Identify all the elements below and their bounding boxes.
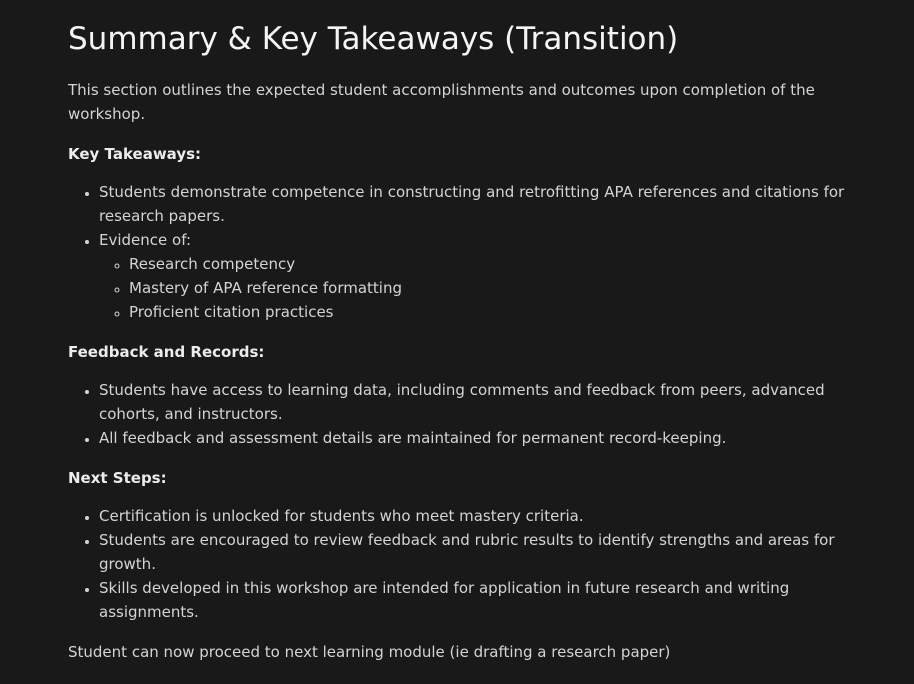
page-title: Summary & Key Takeaways (Transition) [68,21,679,57]
list-item-text: Students are encouraged to review feedback and rubric results to identify strengths and areas for growth. [99,531,835,573]
list-item-text: Certification is unlocked for students who meet mastery criteria. [99,507,584,525]
list-item-text: Evidence of: [99,231,191,249]
list-item [99,180,870,228]
list-item [129,276,870,300]
list-item [99,576,870,624]
feedback-records-list [68,378,870,450]
next-steps-list [68,504,870,624]
list-item [99,378,870,426]
list-item-text: Mastery of APA reference formatting [129,279,402,297]
list-item-text: Students have access to learning data, including comments and feedback from peers, advanced cohorts, and instructors. [99,381,825,423]
key-takeaways-list [68,180,870,324]
intro-paragraph: This section outlines the expected student accomplishments and outcomes upon completion of the workshop. [68,81,815,123]
list-item-text: All feedback and assessment details are maintained for permanent record-keeping. [99,429,727,447]
closing-paragraph: Student can now proceed to next learning module (ie drafting a research paper) [68,643,671,661]
list-item [99,228,870,324]
list-item-text: Research competency [129,255,296,273]
list-item-text: Skills developed in this workshop are intended for application in future research and writing assignments. [99,579,790,621]
list-item [99,528,870,576]
list-item-text: Proficient citation practices [129,303,334,321]
evidence-sublist [99,252,870,324]
list-item [129,300,870,324]
list-item-text: Students demonstrate competence in constructing and retrofitting APA references and citations for research papers. [99,183,845,225]
section-heading-feedback-and-records: Feedback and Records: [68,343,265,361]
section-heading-next-steps: Next Steps: [68,469,167,487]
list-item [129,252,870,276]
list-item [99,504,870,528]
section-heading-key-takeaways: Key Takeaways: [68,145,202,163]
list-item [99,426,870,450]
